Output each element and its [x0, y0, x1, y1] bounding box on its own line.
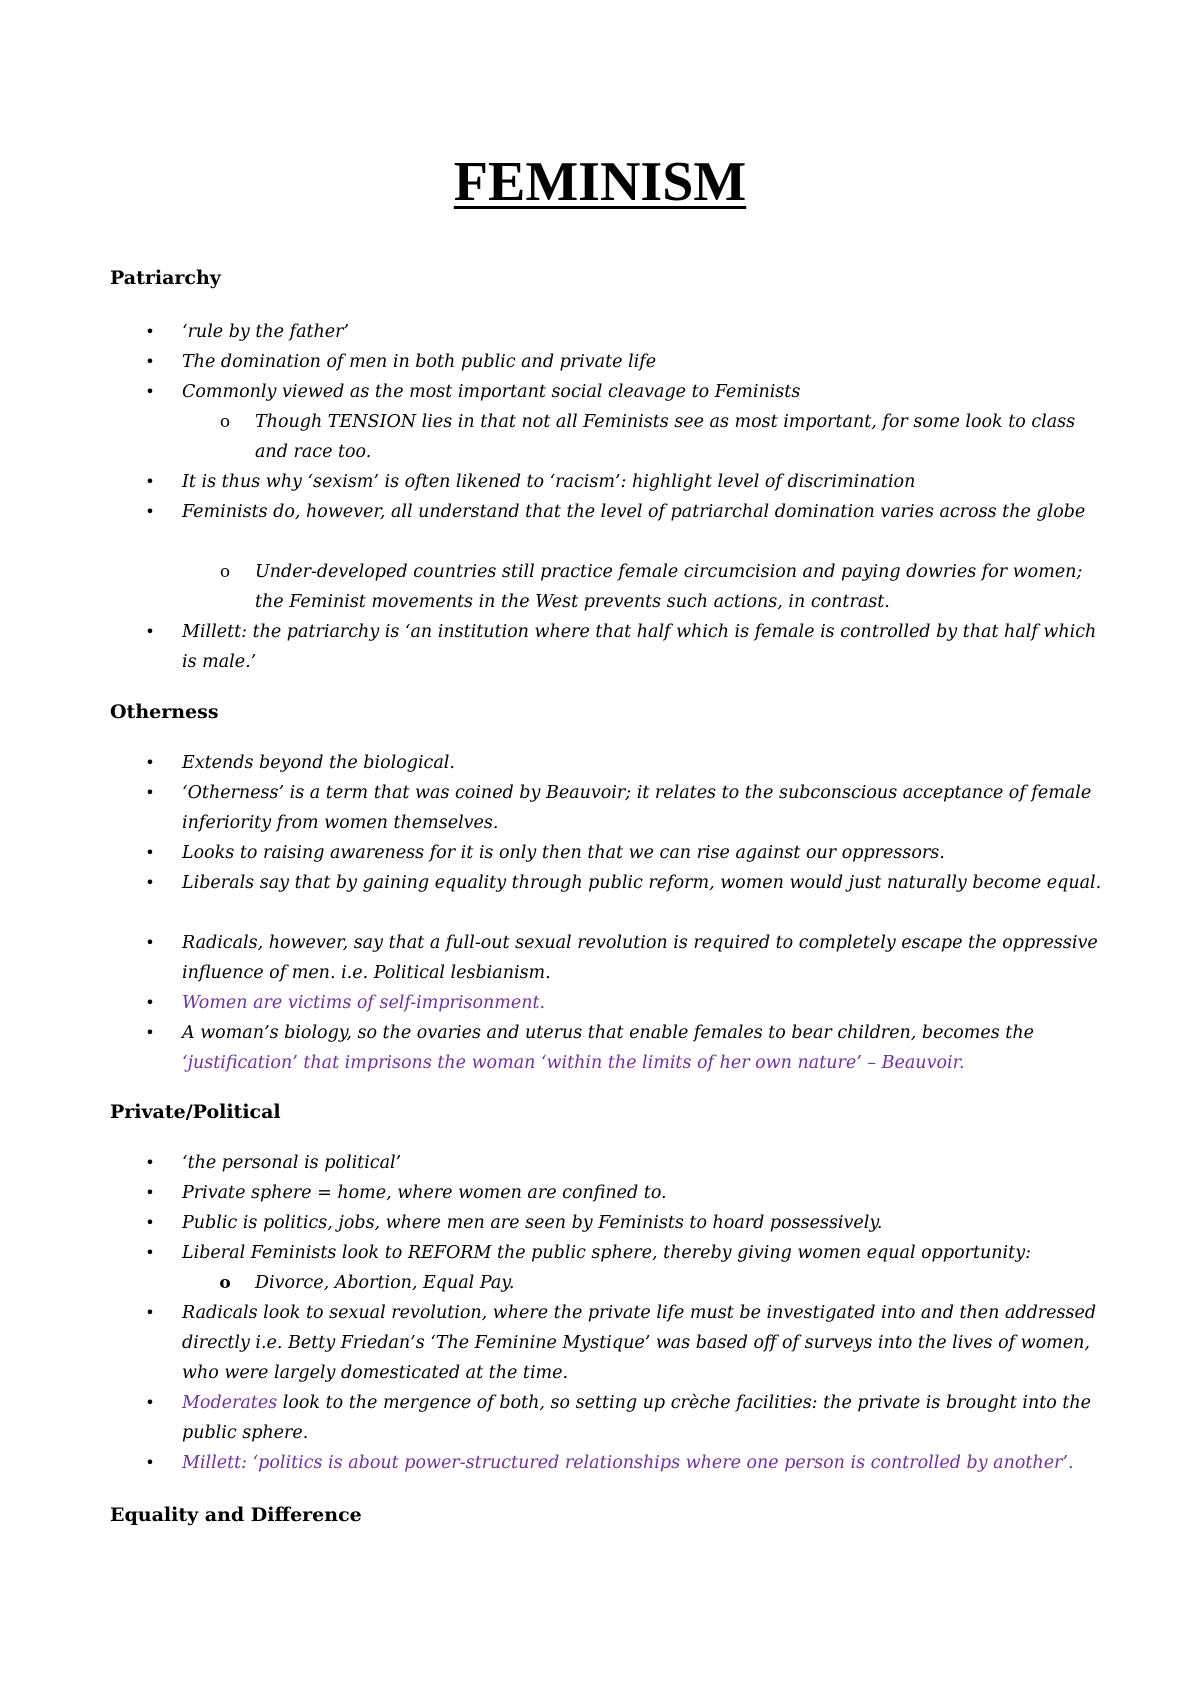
- list-item: [145, 778, 1102, 838]
- list-item-text: Commonly viewed as the most important social cleavage to Feminists: [182, 382, 801, 402]
- bullet-icon: •: [145, 1153, 155, 1172]
- list-item-text: Millett: ‘politics is about power-structured relationships where one person is controlled by another’.: [182, 1453, 1074, 1473]
- sub-list-item: [219, 557, 1105, 617]
- list-item-text: Extends beyond the biological.: [182, 753, 455, 773]
- list-item: [145, 1388, 1102, 1448]
- list-item-text: Millett: the patriarchy is ‘an institution where that half which is female is controlled by that half which is male.’: [182, 622, 1097, 672]
- list-item-highlighted: [145, 1448, 1102, 1478]
- list-item: [145, 1148, 1102, 1178]
- list-item-text: Divorce, Abortion, Equal Pay.: [255, 1273, 515, 1293]
- sub-bullet-icon: o: [219, 562, 231, 582]
- list-item-text: A woman’s biology, so the ovaries and uterus that enable females to bear children, becomes the: [182, 1023, 1034, 1043]
- bullet-icon: •: [145, 1243, 155, 1262]
- sub-list-item: [219, 407, 1105, 467]
- list-item: [145, 1298, 1102, 1388]
- bullet-icon: •: [145, 382, 155, 401]
- list-item-text: Radicals look to sexual revolution, where the private life must be investigated into and then addressed directly i.e. Betty Friedan’s ‘The Feminine Mystique’ was based off of surveys into the lives of women, who were largely domesticated at the time.: [182, 1303, 1097, 1383]
- bullet-icon: •: [145, 933, 155, 952]
- sub-list-item: [219, 1268, 1105, 1298]
- list-item-text: Liberal Feminists look to REFORM the public sphere, thereby giving women equal opportunity:: [182, 1243, 1031, 1263]
- bullet-icon: •: [145, 622, 155, 641]
- list-item-text: Under-developed countries still practice female circumcision and paying dowries for women; the Feminist movements in the West prevents such actions, in contrast.: [255, 562, 1083, 612]
- list-item: [145, 317, 1102, 347]
- list-item-text: Though TENSION lies in that not all Feminists see as most important, for some look to class and race too.: [255, 412, 1076, 462]
- bullet-icon: •: [145, 993, 155, 1012]
- list-item-text: ‘Otherness’ is a term that was coined by Beauvoir; it relates to the subconscious acceptance of female inferiority from women themselves.: [182, 783, 1092, 833]
- list-item-text: The domination of men in both public and private life: [182, 352, 657, 372]
- list-item: [145, 1018, 1102, 1078]
- list-item: [145, 838, 1102, 868]
- bullet-icon: •: [145, 783, 155, 802]
- bullet-icon: •: [145, 322, 155, 341]
- heading-patriarchy: Patriarchy: [110, 267, 221, 289]
- list-item-text: Liberals say that by gaining equality through public reform, women would just naturally become equal.: [182, 873, 1102, 893]
- moderates-label: Moderates: [182, 1393, 278, 1413]
- list-item-text: Radicals, however, say that a full-out sexual revolution is required to completely escape the oppressive influence of men. i.e. Political lesbianism.: [182, 933, 1098, 983]
- heading-equality-and-difference: Equality and Difference: [110, 1504, 362, 1526]
- bullet-icon: •: [145, 1213, 155, 1232]
- list-item: [145, 617, 1102, 677]
- bullet-icon: •: [145, 472, 155, 491]
- list-item: [145, 467, 1102, 497]
- bullet-icon: •: [145, 502, 155, 521]
- bullet-icon: •: [145, 352, 155, 371]
- list-item-text: look to the mergence of both, so setting up crèche facilities: the private is brought into the public sphere.: [182, 1393, 1092, 1443]
- list-item: [145, 1178, 1102, 1208]
- bullet-icon: •: [145, 873, 155, 892]
- list-item-text: It is thus why ‘sexism’ is often likened to ‘racism’: highlight level of discrimination: [182, 472, 916, 492]
- beauvoir-quote: ‘justification’ that imprisons the woman ‘within the limits of her own nature’ – Beauvoir.: [182, 1053, 965, 1073]
- bullet-icon: •: [145, 843, 155, 862]
- bullet-icon: •: [145, 1023, 155, 1042]
- bullet-icon: •: [145, 1183, 155, 1202]
- list-item: [145, 347, 1102, 377]
- page-title: FEMINISM: [453, 151, 747, 213]
- list-item-text: Looks to raising awareness for it is only then that we can rise against our oppressors.: [182, 843, 945, 863]
- bullet-icon: •: [145, 753, 155, 772]
- heading-private-political: Private/Political: [110, 1101, 281, 1123]
- list-item: [145, 928, 1102, 988]
- list-item: [145, 1208, 1102, 1238]
- list-item: [145, 1238, 1102, 1268]
- list-item-text: ‘the personal is political’: [182, 1153, 402, 1173]
- list-item: [145, 868, 1102, 898]
- bullet-icon: •: [145, 1393, 155, 1412]
- bullet-icon: •: [145, 1453, 155, 1472]
- list-item: [145, 748, 1102, 778]
- list-item: [145, 377, 1102, 407]
- list-item-text: Public is politics, jobs, where men are seen by Feminists to hoard possessively.: [182, 1213, 883, 1233]
- list-item-text: Feminists do, however, all understand that the level of patriarchal domination varies across the globe: [182, 502, 1086, 522]
- sub-bullet-icon: o: [219, 1273, 231, 1293]
- list-item-text: ‘rule by the father’: [182, 322, 350, 342]
- sub-bullet-icon: o: [219, 412, 231, 432]
- list-item-highlighted: [145, 988, 1102, 1018]
- heading-otherness: Otherness: [110, 701, 219, 723]
- list-item-text: Private sphere = home, where women are confined to.: [182, 1183, 667, 1203]
- list-item: [145, 497, 1102, 527]
- list-item-text: Women are victims of self-imprisonment.: [182, 993, 546, 1013]
- bullet-icon: •: [145, 1303, 155, 1322]
